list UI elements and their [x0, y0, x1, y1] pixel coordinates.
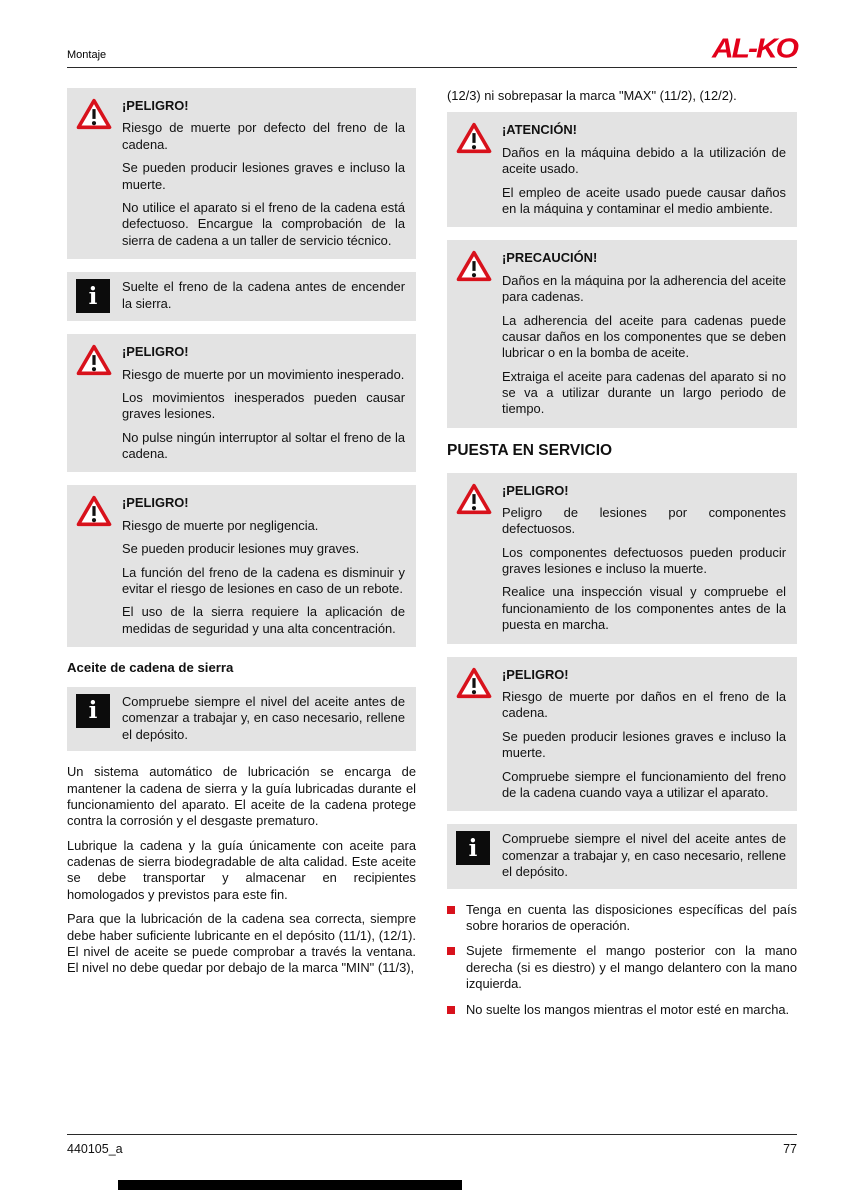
bullet-text: Tenga en cuenta las disposiciones específicas del país sobre horarios de operación. — [466, 901, 797, 933]
danger-paragraph: Riesgo de muerte por defecto del freno de la cadena. — [122, 120, 405, 152]
bullet-text: No suelte los mangos mientras el motor esté en marcha. — [466, 1001, 790, 1017]
info-icon: i — [76, 279, 122, 313]
danger-paragraph: Riesgo de muerte por negligencia. — [122, 517, 319, 533]
precaution-box — [447, 240, 797, 428]
info-box-2 — [67, 687, 416, 751]
danger-paragraph: No utilice el aparato si el freno de la cadena está defectuoso. Encargue la comprobación de la sierra de cadena a un taller de servicio técnico. — [122, 199, 405, 248]
danger-box-5 — [447, 657, 797, 812]
danger-paragraph: Se pueden producir lesiones graves e incluso la muerte. — [122, 160, 405, 192]
left-column — [67, 88, 416, 1027]
warning-triangle-icon — [76, 97, 122, 249]
danger-paragraph: La función del freno de la cadena es disminuir y evitar el riesgo de lesiones en caso de un rebote. — [122, 564, 405, 597]
warning-triangle-icon — [456, 482, 502, 634]
attention-paragraph: El empleo de aceite usado puede causar daños en la máquina y contaminar el medio ambiente. — [502, 184, 786, 216]
danger-box-4 — [447, 473, 797, 644]
oil-subheading: Aceite de cadena de sierra — [67, 660, 234, 676]
info-text: Compruebe siempre el nivel del aceite antes de comenzar a trabajar y, en caso necesario, rellene el depósito. — [502, 831, 786, 880]
danger-paragraph: El uso de la sierra requiere la aplicación de medidas de seguridad y una alta concentración. — [122, 604, 405, 636]
info-text: Suelte el freno de la cadena antes de encender la sierra. — [122, 279, 405, 311]
danger-box-3 — [67, 485, 416, 647]
info-box-3 — [447, 824, 797, 888]
danger-title: ¡PELIGRO! — [502, 666, 569, 682]
danger-box-content — [502, 666, 786, 802]
danger-box-content — [122, 494, 405, 637]
attention-box — [447, 112, 797, 227]
page-content — [67, 88, 797, 1027]
page-number: 77 — [783, 1142, 797, 1156]
danger-box-content — [122, 343, 405, 462]
body-paragraph-continuation: (12/3) ni sobrepasar la marca "MAX" (11/2), (12/2). — [447, 88, 737, 103]
danger-paragraph: Peligro de lesiones por componentes defectuosos. — [502, 504, 786, 537]
header-section-label: Montaje — [67, 49, 107, 61]
section-heading: PUESTA EN SERVICIO — [447, 441, 613, 459]
precaution-title: ¡PRECAUCIÓN! — [502, 250, 598, 266]
warning-triangle-icon — [456, 666, 502, 802]
danger-paragraph: Se pueden producir lesiones muy graves. — [122, 541, 360, 557]
danger-title: ¡PELIGRO! — [122, 495, 189, 511]
warning-triangle-icon — [456, 249, 502, 418]
bullet-square-icon — [447, 1006, 455, 1014]
attention-title: ¡ATENCIÓN! — [502, 122, 577, 138]
warning-triangle-icon — [76, 343, 122, 462]
list-item — [447, 1002, 797, 1018]
danger-title: ¡PELIGRO! — [502, 482, 569, 498]
info-box-1 — [67, 272, 416, 321]
body-paragraph: Para que la lubricación de la cadena sea correcta, siempre debe haber suficiente lubricante en el depósito (11/1), (12/1). El nivel de aceite se puede comprobar a través la ventana. El nivel no debe quedar por debajo de la marca "MIN" (11/3), — [67, 911, 416, 976]
info-icon: i — [76, 694, 122, 743]
danger-paragraph: Compruebe siempre el funcionamiento del freno de la cadena cuando vaya a utilizar el aparato. — [502, 768, 786, 800]
document-id: 440105_a — [67, 1142, 123, 1156]
bullet-square-icon — [447, 906, 455, 914]
danger-paragraph: No pulse ningún interruptor al soltar el freno de la cadena. — [122, 429, 405, 462]
precaution-paragraph: Extraiga el aceite para cadenas del aparato si no se va a utilizar durante un largo periodo de tiempo. — [502, 368, 786, 417]
danger-paragraph: Riesgo de muerte por un movimiento inesperado. — [122, 366, 405, 382]
danger-paragraph: Los componentes defectuosos pueden producir graves lesiones e incluso la muerte. — [502, 544, 786, 577]
danger-title: ¡PELIGRO! — [122, 344, 189, 360]
danger-paragraph: Se pueden producir lesiones graves e incluso la muerte. — [502, 728, 786, 761]
danger-paragraph: Los movimientos inesperados pueden causar graves lesiones. — [122, 389, 405, 422]
info-text: Compruebe siempre el nivel del aceite antes de comenzar a trabajar y, en caso necesario, rellene el depósito. — [122, 693, 405, 742]
danger-title: ¡PELIGRO! — [122, 98, 189, 113]
danger-paragraph: Realice una inspección visual y compruebe el funcionamiento de los componentes antes de la puesta en marcha. — [502, 584, 786, 633]
page-footer — [67, 1134, 797, 1156]
warning-triangle-icon — [76, 494, 122, 637]
danger-box-content — [502, 482, 786, 634]
list-item — [447, 943, 797, 992]
page-header — [67, 30, 797, 68]
danger-box-1 — [67, 88, 416, 259]
attention-box-content — [502, 121, 786, 217]
right-column — [447, 88, 797, 1027]
danger-paragraph: Riesgo de muerte por daños en el freno de la cadena. — [502, 689, 786, 721]
precaution-paragraph: La adherencia del aceite para cadenas puede causar daños en los componentes que se deben lubricar o en la bomba de aceite. — [502, 312, 786, 361]
list-item — [447, 902, 797, 935]
precaution-paragraph: Daños en la máquina por la adherencia del aceite para cadenas. — [502, 272, 786, 305]
alko-logo: AL-KO — [712, 33, 797, 64]
attention-paragraph: Daños en la máquina debido a la utilización de aceite usado. — [502, 144, 786, 177]
warning-triangle-icon — [456, 121, 502, 217]
scan-artifact-bar — [118, 1180, 462, 1190]
info-icon: i — [456, 831, 502, 880]
body-paragraph: Un sistema automático de lubricación se encarga de mantener la cadena de sierra y la guía lubricadas durante el funcionamiento del aparato. El aceite de la cadena protege contra la corrosión y el desgaste prematuro. — [67, 764, 416, 829]
body-paragraph: Lubrique la cadena y la guía únicamente con aceite para cadenas de sierra biodegradable de alta calidad. Este aceite se debe transportar y almacenar en recipientes homologados y previstos para este fin. — [67, 837, 416, 902]
bullet-text: Sujete firmemente el mango posterior con la mano derecha (si es diestro) y el mango delantero con la mano izquierda. — [466, 943, 797, 992]
danger-box-content — [122, 97, 405, 249]
bullet-square-icon — [447, 947, 455, 955]
precaution-box-content — [502, 249, 786, 418]
danger-box-2 — [67, 334, 416, 472]
